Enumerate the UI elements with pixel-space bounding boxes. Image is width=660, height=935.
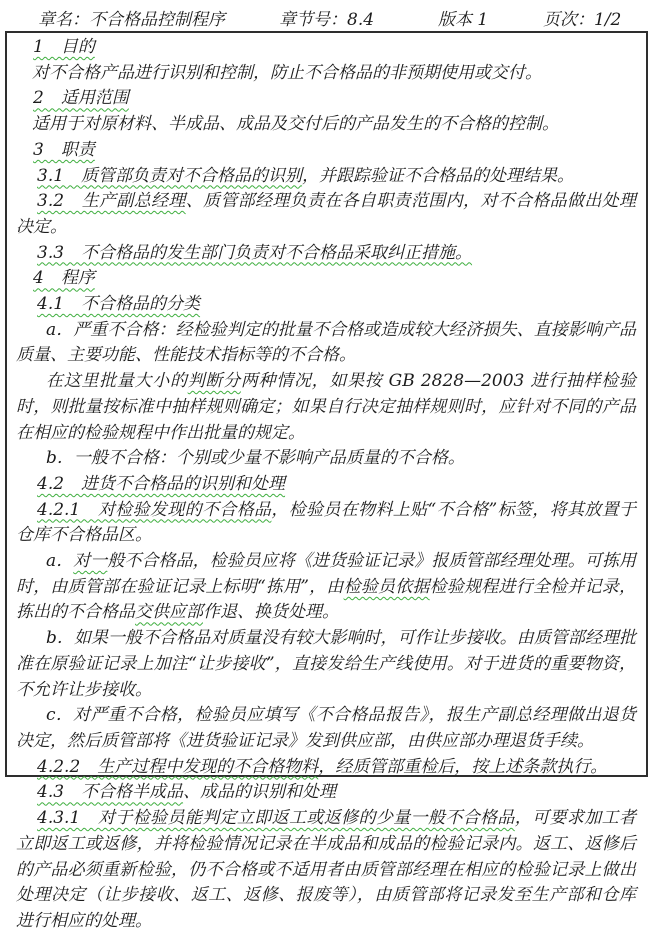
section-number-value: 8.4 <box>347 10 375 30</box>
body-paragraph <box>16 549 636 626</box>
spellcheck-underline: 1 目的 <box>33 37 95 57</box>
section-paragraph <box>16 241 636 267</box>
text-run: 、成品的识别和处理 <box>183 782 337 803</box>
section-paragraph <box>16 806 636 935</box>
spellcheck-underline: 判断分 <box>187 371 241 392</box>
text-run: ，检验员在物料上贴“不合格”标签，将其放置于仓库不合格品区。 <box>16 499 636 546</box>
text-run: 对不合格产品进行识别和控制，防止不合格品的非预期使用或交付。 <box>32 62 542 83</box>
spellcheck-underline: 3.3 不合格品的发生部门负责对不合格品采取纠正措施。 <box>37 242 473 263</box>
text-run: b．一般不合格：个别或少量不影响产品质量的不合格。 <box>46 448 465 469</box>
text-run: c．对严重不合格，检验员应填写《不合格品报告》，报生产副总经理做出退货决定，然后质管部将《进货验证记录》发到供应部，由供应部办理退货手续。 <box>16 705 636 751</box>
body-paragraph <box>16 61 636 87</box>
body-paragraph <box>16 369 636 446</box>
spellcheck-underline: 4.2 进货不合格品的识别和处理 <box>37 473 286 494</box>
text-run: a． <box>46 551 74 572</box>
spellcheck-underline: 3.1 质管部负责对不合格品的识别 <box>37 165 303 186</box>
spellcheck-underline: 4.3.1 对于检验员能判定立即返工或返修的少量一般不合格品 <box>37 808 515 829</box>
section-paragraph <box>16 266 636 292</box>
body-paragraph <box>16 112 636 138</box>
body-paragraph <box>16 626 636 703</box>
text-run: 检验规程进行全检并记录，拣出的不合格品 <box>16 576 636 623</box>
spellcheck-underline: 对一 <box>73 551 108 572</box>
version-label: 版本 <box>438 10 472 30</box>
text-run: 般不合格品，检验员应将《进货验证记录》报质管部经理处理。可拣用时，由质管部在验证记录上标明“拣用”，由 <box>16 551 636 597</box>
spellcheck-underline: 4.1 不合格品的分类 <box>37 294 201 315</box>
spellcheck-underline: 3 职责 <box>33 139 95 160</box>
chapter-label: 章名： <box>38 10 89 30</box>
page-label: 页次： <box>543 10 594 30</box>
section-paragraph <box>16 164 636 190</box>
page-number-value: 1/2 <box>594 10 622 30</box>
chapter-name <box>38 5 225 30</box>
spellcheck-underline: 4 程序 <box>33 268 95 289</box>
section-paragraph <box>16 472 636 498</box>
spellcheck-underline: 2 适用范围 <box>33 88 129 109</box>
section-label: 章节号： <box>279 10 347 30</box>
text-run: a．严重不合格：经检验判定的批量不合格或造成较大经济损失、直接影响产品质量、主要功能、性能技术指标等的不合格。 <box>16 319 636 366</box>
body-paragraph <box>16 318 636 369</box>
spellcheck-underline: 3.2 生产副总经理 <box>37 191 186 212</box>
text-run: 、质管部经理负责在各自职责范围内，对不合格品做出处理决定。 <box>16 191 636 237</box>
spellcheck-underline: 4.3 不合格半成品 <box>37 782 184 803</box>
page-number <box>543 5 621 30</box>
section-paragraph <box>16 780 636 806</box>
section-paragraph <box>16 189 636 240</box>
version-number-value: 1 <box>477 10 489 30</box>
spellcheck-underline: 4.2.1 对检验发现的不合格品 <box>37 499 272 520</box>
chapter-name-value: 不合格品控制程序 <box>89 10 225 30</box>
section-paragraph <box>16 755 636 781</box>
section-paragraph <box>16 138 636 164</box>
text-run: b．如果一般不合格品对质量没有较大影响时，可作让步接收。由质管部经理批准在原验证记录上加注“让步接收”，直接发给生产线使用。对于进货的重要物资，不允许让步接收。 <box>16 628 636 700</box>
section-number <box>279 5 374 30</box>
version <box>438 5 488 30</box>
spellcheck-underline: 4.2.2 生产过程中发现的不合格物料 <box>37 756 319 777</box>
text-run: 在这里批量大小的 <box>46 371 188 392</box>
text-run: 作退、换货处理。 <box>203 602 339 623</box>
text-run: ，经质管部重检后，按上述条款执行。 <box>318 756 608 777</box>
section-paragraph <box>16 86 636 112</box>
text-run: ，可要求加工者立即返工或返修，并将检验情况记录在半成品和成品的检验记录内。返工、返修后的产品必须重新检验，仍不合格或不适用者由质管部经理在相应的检验记录上做出处理决定（让步接收、返工、返修、报废等），由质管部将记录发至生产部和仓库进行相应的处理。 <box>16 808 636 931</box>
body-paragraph <box>16 703 636 754</box>
section-paragraph <box>16 292 636 318</box>
document-body <box>5 31 648 931</box>
text-run: ，并跟踪验证不合格品的处理结果。 <box>302 165 575 186</box>
spellcheck-underline: 交供应部 <box>135 602 203 623</box>
body-paragraph <box>16 446 636 472</box>
spellcheck-underline: 检验员依据 <box>343 576 430 597</box>
text-run: 适用于对原材料、半成品、成品及交付后的产品发生的不合格的控制。 <box>32 114 559 135</box>
document-header <box>0 0 660 31</box>
section-paragraph <box>16 35 636 61</box>
text-run: 两种情况，如果按 GB 2828—2003 进行抽样检验时，则批量按标准中抽样规则确定；如果自行决定抽样规则时，应针对不同的产品在相应的检验规程中作出批量的规定。 <box>16 371 637 443</box>
section-paragraph <box>16 498 636 549</box>
